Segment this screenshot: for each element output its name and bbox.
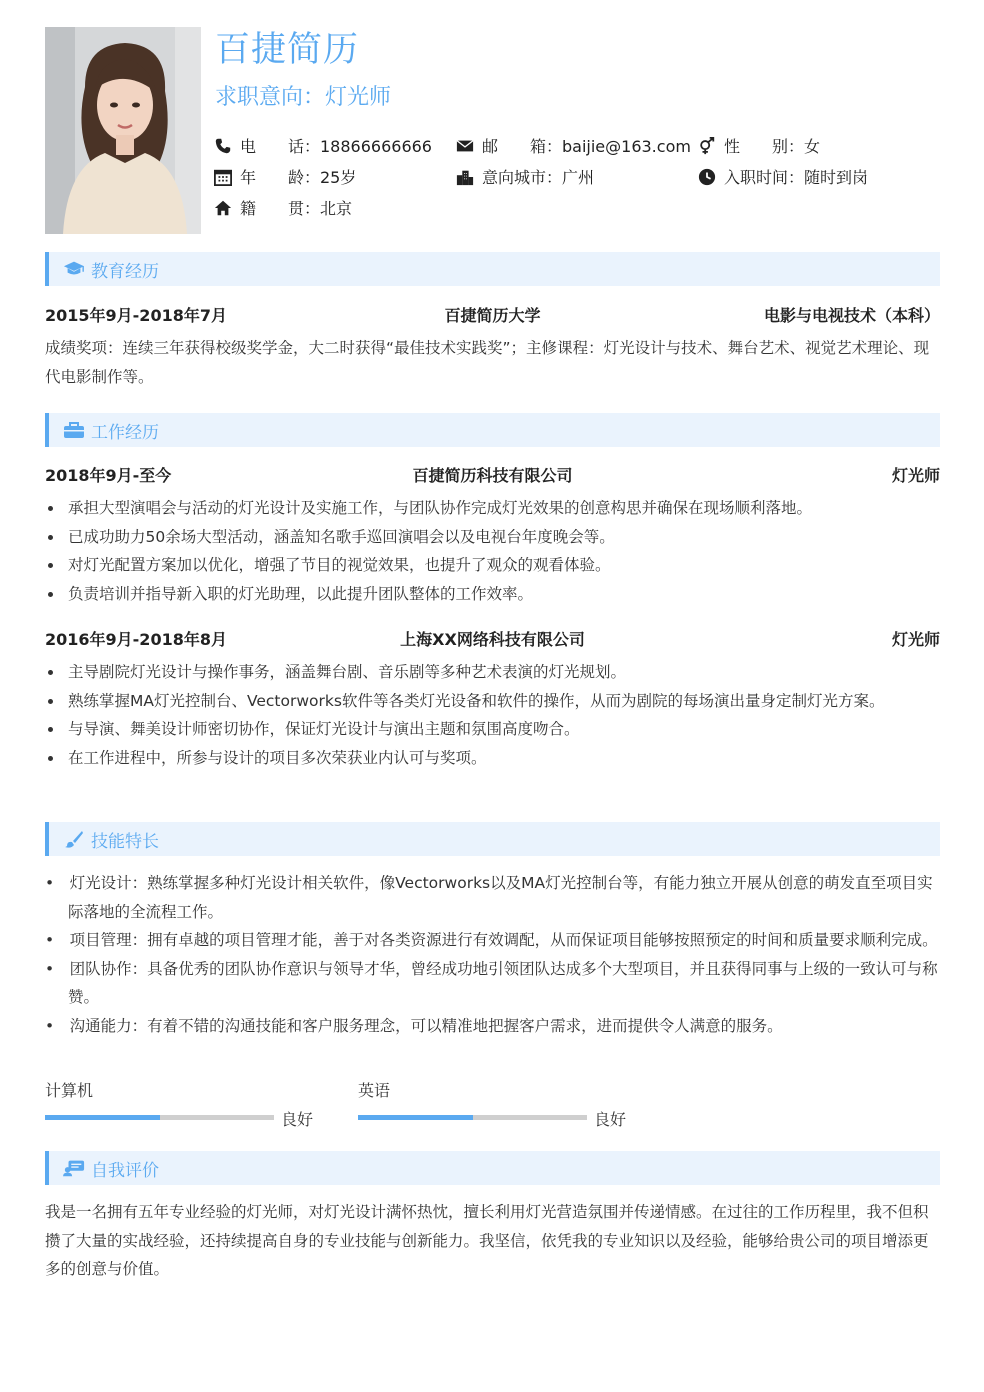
skill-bar-fill (45, 1115, 160, 1120)
brush-icon (63, 830, 85, 848)
job-company: 百捷简历科技有限公司 (412, 466, 573, 485)
skills-section-header (45, 822, 940, 856)
job-role: 灯光师 (891, 466, 940, 485)
gender-info (698, 134, 820, 157)
skill-bar-fill (358, 1115, 473, 1120)
list-item: • 团队协作：具备优秀的团队协作意识与领导才华，曾经成功地引领团队达成多个大型项目，并且获得同事与上级的一致认可与称赞。 (45, 959, 938, 1006)
gender-text: 性 别：女 (724, 137, 821, 156)
job-2-duties (45, 658, 940, 772)
phone-icon (214, 137, 232, 155)
self-eval-text: 我是一名拥有五年专业经验的灯光师，对灯光设计满怀热忱，擅长利用灯光营造氛围并传递情感。在过往的工作历程里，我不但积攒了大量的实战经验，还持续提高自身的专业技能与创新能力。我坚信，依凭我的专业知识以及经验，能够给贵公司的项目增添更多的创意与价值。 (45, 1203, 929, 1278)
education-major: 电影与电视技术（本科） (763, 306, 940, 325)
job-period: 2018年9月-至今 (45, 466, 172, 485)
profile-photo (45, 27, 201, 234)
job-row (45, 627, 940, 651)
education-section-header (45, 252, 940, 286)
home-icon (214, 199, 232, 217)
portrait-image (45, 27, 201, 234)
job-intent: 求职意向：灯光师 (215, 85, 392, 110)
education-detail: 成绩奖项：连续三年获得校级奖学金，大二时获得“最佳技术实践奖”；主修课程：灯光设计与技术、舞台艺术、视觉艺术理论、现代电影制作等。 (45, 339, 930, 386)
job-role: 灯光师 (891, 630, 940, 649)
skills-title: 技能特长 (91, 831, 159, 852)
self-eval-section-header (45, 1151, 940, 1185)
city-info (456, 165, 594, 188)
briefcase-icon (63, 421, 85, 439)
list-item: 已成功助力50余场大型活动，涵盖知名歌手巡回演唱会以及电视台年度晚会等。 (45, 523, 940, 552)
comment-icon (63, 1159, 85, 1177)
skill-level-computer: 良好 (281, 1110, 314, 1129)
list-item: 主导剧院灯光设计与操作事务，涵盖舞台剧、音乐剧等多种艺术表演的灯光规划。 (45, 658, 940, 687)
list-item: • 沟通能力：有着不错的沟通技能和客户服务理念，可以精准地把握客户需求，进而提供令人满意的服务。 (45, 1016, 783, 1035)
phone-info (214, 134, 432, 157)
skill-level-english: 良好 (594, 1110, 627, 1129)
job-row (45, 463, 940, 487)
city-buildings-icon (456, 168, 474, 186)
list-item: • 灯光设计：熟练掌握多种灯光设计相关软件，像Vectorworks以及MA灯光控制台等，有能力独立开展从创意的萌发直至项目实际落地的全流程工作。 (45, 874, 933, 921)
skill-bar-english (358, 1115, 587, 1120)
phone-text: 电 话：18866666666 (240, 137, 432, 156)
entry-info (698, 165, 868, 188)
age-text: 年 龄：25岁 (240, 168, 357, 187)
job-1-duties (45, 494, 940, 608)
gender-icon (698, 137, 716, 155)
education-period: 2015年9月-2018年7月 (45, 306, 227, 325)
email-info (456, 134, 691, 157)
work-title: 工作经历 (91, 422, 159, 443)
skill-bar-label-english: 英语 (358, 1081, 391, 1100)
age-info (214, 165, 356, 188)
resume-name: 百捷简历 (215, 30, 360, 70)
email-text: 邮 箱：baijie@163.com (482, 137, 691, 156)
clock-icon (698, 168, 716, 186)
education-row (45, 303, 940, 327)
education-school: 百捷简历大学 (444, 306, 541, 325)
hometown-info (214, 196, 352, 219)
list-item: 熟练掌握MA灯光控制台、Vectorworks软件等各类灯光设备和软件的操作，从而为剧院的每场演出量身定制灯光方案。 (45, 687, 940, 716)
list-item: 在工作进程中，所参与设计的项目多次荣获业内认可与奖项。 (45, 744, 940, 773)
list-item: • 项目管理：拥有卓越的项目管理才能，善于对各类资源进行有效调配，从而保证项目能够按照预定的时间和质量要求顺利完成。 (45, 931, 938, 949)
education-title: 教育经历 (91, 261, 159, 282)
work-section-header (45, 413, 940, 447)
self-eval-title: 自我评价 (91, 1160, 159, 1181)
job-period: 2016年9月-2018年8月 (45, 630, 227, 649)
skills-list (45, 869, 940, 1040)
graduation-cap-icon (63, 260, 85, 278)
job-company: 上海XX网络科技有限公司 (400, 630, 585, 649)
envelope-icon (456, 137, 474, 155)
list-item: 对灯光配置方案加以优化，增强了节目的视觉效果，也提升了观众的观看体验。 (45, 551, 940, 580)
list-item: 与导演、舞美设计师密切协作，保证灯光设计与演出主题和氛围高度吻合。 (45, 715, 940, 744)
skill-bar-label-computer: 计算机 (45, 1081, 94, 1100)
city-text: 意向城市：广州 (482, 168, 595, 187)
hometown-text: 籍 贯：北京 (240, 199, 353, 218)
entry-text: 入职时间：随时到岗 (724, 168, 869, 187)
skill-bar-computer (45, 1115, 274, 1120)
list-item: 承担大型演唱会与活动的灯光设计及实施工作，与团队协作完成灯光效果的创意构思并确保在现场顺利落地。 (45, 494, 940, 523)
list-item: 负责培训并指导新入职的灯光助理，以此提升团队整体的工作效率。 (45, 580, 940, 609)
calendar-icon (214, 168, 232, 186)
